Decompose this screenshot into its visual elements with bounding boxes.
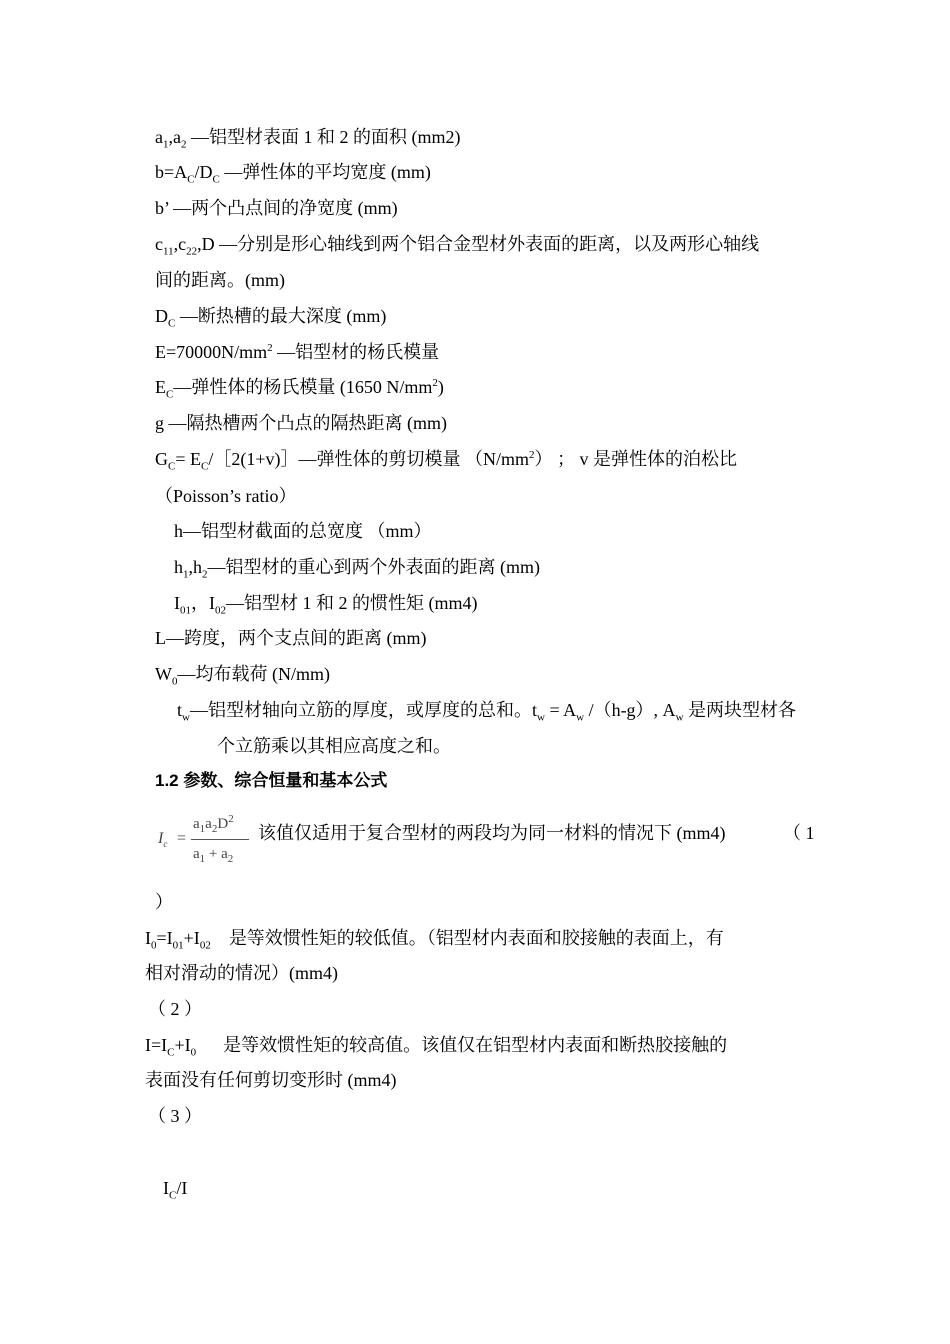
def-tw: $t_w—$铝型材轴向立筋的厚度，或厚度的总和。$t_w = A_w$ /（h-g）, $A_w$ 是两块型材各 — [177, 700, 797, 724]
def-tw-cont: 个立筋乘以其相应高度之和。 — [217, 736, 451, 756]
def-gc: $G_C=$ $E_C/[2(1+v)]—$弹性体的剪切模量 $(N/mm^2)$ ； v 是弹性体的泊松比 — [155, 449, 737, 473]
formula1-number-close: ） — [155, 892, 173, 912]
formula3: $I=I_C+I_0$ 是等效惯性矩的较高值。该值仅在铝型材内表面和断热胶接触的 — [145, 1035, 728, 1059]
ratio-ic-i: $I_C/I$ — [163, 1178, 188, 1202]
formula1-number: （ 1 — [783, 823, 815, 843]
def-gc-cont: （Poisson’s ratio） — [155, 486, 297, 506]
def-h: h—铝型材截面的总宽度 （mm） — [174, 521, 432, 541]
def-dc: $D_C$ —断热槽的最大深度 (mm) — [155, 306, 387, 330]
def-c11-c22-d: $c_{11},c_{22},D$ —分别是形心轴线到两个铝合金型材外表面的距离，以及两形心轴线 — [155, 234, 760, 258]
def-a1-a2: $a_1,a_2$ —铝型材表面 1 和 2 的面积 (mm2) — [155, 127, 461, 151]
def-l: L—跨度，两个支点间的距离 (mm) — [155, 628, 427, 648]
formula2: $I_0=I_{01}+I_{02}$ 是等效惯性矩的较低值。（铝型材内表面和胶接触的表面上，有 — [145, 928, 724, 952]
formula2-cont: 相对滑动的情况）(mm4) — [145, 963, 338, 983]
formula3-number: （ 3 ） — [148, 1106, 202, 1126]
def-e: $E=70000N/mm^2$ —铝型材的杨氏模量 — [155, 342, 440, 362]
formula1-text: 该值仅适用于复合型材的两段均为同一材料的情况下 (mm4) — [258, 823, 726, 843]
formula2-number: （ 2 ） — [148, 999, 202, 1019]
def-ec: $E_C—$弹性体的杨氏模量 (1650 $N/mm^2$) — [155, 377, 444, 401]
def-w0: $W_0—$均布载荷 (N/mm) — [155, 664, 330, 688]
def-b-prime: b’ —两个凸点间的净宽度 (mm) — [155, 198, 398, 218]
formula3-cont: 表面没有任何剪切变形时 (mm4) — [145, 1070, 397, 1090]
def-c-cont: 间的距离。(mm) — [155, 270, 285, 290]
def-g: g —隔热槽两个凸点的隔热距离 (mm) — [155, 413, 447, 433]
def-b: $b=A_C/D_C$ —弹性体的平均宽度 (mm) — [155, 162, 431, 186]
def-i01-i02: $I_{01}$，$I_{02}—$铝型材 1 和 2 的惯性矩 (mm4) — [174, 593, 478, 617]
def-h1-h2: $h_1,h_2—$铝型材的重心到两个外表面的距离 (mm) — [174, 557, 540, 581]
section-heading: 1.2 参数、综合恒量和基本公式 — [155, 771, 388, 790]
formula-ic: $I_c$ = $a_1a_2D^2$ $a_1 + a_2$ — [153, 812, 253, 870]
